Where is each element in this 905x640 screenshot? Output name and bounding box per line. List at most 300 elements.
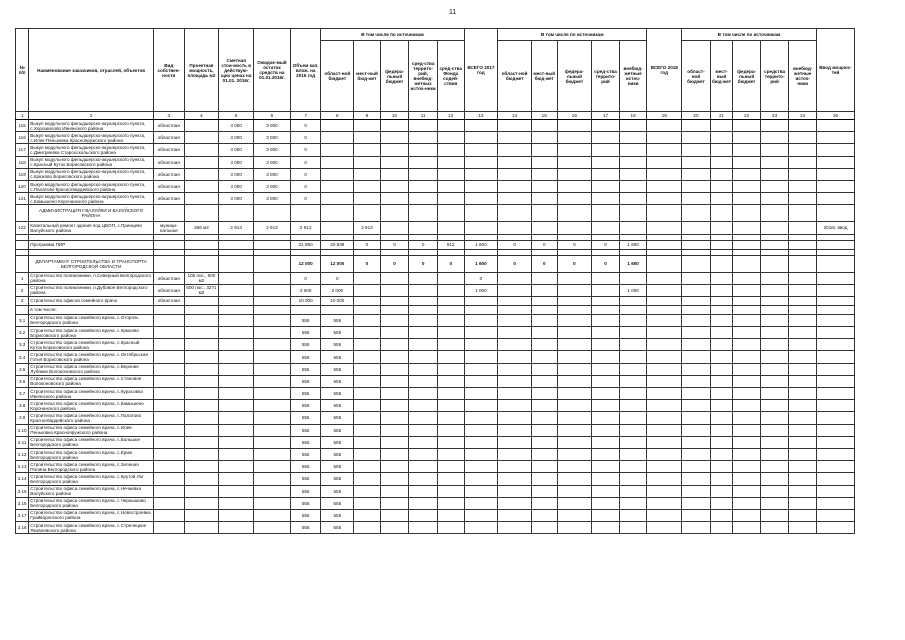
- table-cell: [733, 305, 761, 314]
- row-number: 3.14: [16, 473, 29, 485]
- table-cell: [817, 448, 855, 460]
- table-cell: [254, 412, 291, 424]
- table-cell: [184, 180, 219, 192]
- table-row: [16, 375, 855, 387]
- table-cell: [760, 436, 789, 448]
- table-cell: [789, 314, 817, 326]
- table-cell: [557, 509, 592, 521]
- row-number: 3.1: [16, 314, 29, 326]
- table-cell: [557, 522, 592, 534]
- table-cell: [789, 132, 817, 144]
- table-cell: 555: [290, 497, 321, 509]
- table-row: [16, 400, 855, 412]
- table-cell: [710, 120, 732, 132]
- table-cell: [682, 240, 711, 249]
- table-cell: областная: [153, 272, 184, 284]
- table-cell: [354, 375, 381, 387]
- table-cell: [437, 461, 464, 473]
- table-cell: [153, 485, 184, 497]
- table-cell: [153, 305, 184, 314]
- section-cell: [789, 255, 817, 272]
- object-name: Строительство поликлиники, п.Дубовое Белгородского района: [29, 284, 154, 296]
- table-cell: [592, 522, 620, 534]
- table-cell: [184, 497, 219, 509]
- table-row: [16, 296, 855, 305]
- table-cell: [710, 156, 732, 168]
- table-cell: [760, 222, 789, 234]
- table-cell: [733, 473, 761, 485]
- table-cell: [464, 327, 498, 339]
- sub-2018-offbudget: внебюд-жетные источ-ники: [789, 41, 817, 112]
- table-cell: 0: [321, 272, 354, 284]
- table-cell: 555: [290, 400, 321, 412]
- table-cell: [789, 180, 817, 192]
- table-row: [16, 351, 855, 363]
- row-number: 3.18: [16, 522, 29, 534]
- section-cell: [760, 255, 789, 272]
- table-cell: 3 000: [219, 193, 254, 205]
- table-cell: [592, 314, 620, 326]
- row-number: 3.4: [16, 351, 29, 363]
- table-cell: [437, 168, 464, 180]
- table-cell: [498, 400, 532, 412]
- object-name: Выкуп модульного фельдшерско-акушерского пункта, с.Крюково Борисовского района: [29, 168, 154, 180]
- table-cell: [254, 497, 291, 509]
- table-cell: [184, 305, 219, 314]
- object-name: Программа ПИР: [29, 240, 154, 249]
- table-cell: [254, 375, 291, 387]
- table-cell: [647, 120, 682, 132]
- table-cell: [531, 485, 557, 497]
- object-name: Строительство офисов семейного врача: [29, 296, 154, 305]
- table-cell: 0: [531, 240, 557, 249]
- table-cell: [592, 363, 620, 375]
- empty-cell: [498, 205, 532, 222]
- table-cell: [464, 424, 498, 436]
- table-cell: 1 600: [464, 240, 498, 249]
- table-cell: [592, 448, 620, 460]
- table-cell: [437, 222, 464, 234]
- object-name: Выкуп модульного фельдшерско-акушерского пункта, с.Красный Куток Борисовского района: [29, 156, 154, 168]
- table-cell: [789, 144, 817, 156]
- table-cell: [760, 351, 789, 363]
- table-cell: [733, 400, 761, 412]
- table-cell: [760, 180, 789, 192]
- table-cell: [153, 363, 184, 375]
- table-cell: [760, 314, 789, 326]
- table-cell: 555: [321, 436, 354, 448]
- table-cell: [184, 314, 219, 326]
- table-cell: [789, 412, 817, 424]
- table-cell: [321, 168, 354, 180]
- table-cell: [153, 375, 184, 387]
- table-cell: [498, 339, 532, 351]
- object-name: Выкуп модульного фельдшерско-акушерского пункта, с.Хорошилово Ивнянского района: [29, 120, 154, 132]
- col-total2017-header: ВСЕГО 2017 год: [464, 29, 498, 112]
- table-cell: [817, 375, 855, 387]
- table-cell: [153, 400, 184, 412]
- table-cell: [498, 522, 532, 534]
- table-cell: [254, 436, 291, 448]
- table-cell: [619, 509, 647, 521]
- table-cell: [789, 400, 817, 412]
- table-cell: [592, 296, 620, 305]
- column-number: 18: [619, 112, 647, 120]
- table-cell: [254, 473, 291, 485]
- col-ownership-header: Вид собствен-ности: [153, 29, 184, 112]
- table-cell: 555: [290, 388, 321, 400]
- object-name: Строительство офиса семейного врача, с.Камышено Корочанского района: [29, 400, 154, 412]
- table-cell: [153, 327, 184, 339]
- table-cell: [733, 180, 761, 192]
- column-number: 17: [592, 112, 620, 120]
- table-cell: [354, 509, 381, 521]
- table-cell: [592, 168, 620, 180]
- object-name: Строительство офиса семейного врача, с.Нечаевка Валуйского района: [29, 485, 154, 497]
- table-cell: [464, 193, 498, 205]
- table-cell: [760, 473, 789, 485]
- table-cell: [817, 120, 855, 132]
- object-name: Строительство офиса семейного врача, с.Верхние Лубянки Волоконовского района: [29, 363, 154, 375]
- table-cell: [184, 473, 219, 485]
- table-cell: [592, 436, 620, 448]
- table-cell: [557, 339, 592, 351]
- table-cell: [557, 314, 592, 326]
- table-cell: [619, 363, 647, 375]
- table-cell: [409, 222, 438, 234]
- table-cell: [817, 180, 855, 192]
- table-cell: 2 000: [321, 284, 354, 296]
- table-cell: [464, 497, 498, 509]
- table-cell: [380, 388, 409, 400]
- table-cell: [733, 222, 761, 234]
- section-cell: 12 000: [290, 255, 321, 272]
- table-cell: [592, 132, 620, 144]
- table-cell: [592, 284, 620, 296]
- table-cell: [733, 448, 761, 460]
- object-name: Строительство офиса семейного врача, с.Курасовка Ивнянского района: [29, 388, 154, 400]
- column-number: 7: [290, 112, 321, 120]
- table-cell: [557, 424, 592, 436]
- table-cell: [254, 509, 291, 521]
- table-cell: [380, 497, 409, 509]
- table-cell: [184, 168, 219, 180]
- table-cell: [498, 363, 532, 375]
- table-cell: [647, 436, 682, 448]
- table-cell: 2 913: [290, 222, 321, 234]
- table-cell: [619, 497, 647, 509]
- table-cell: [817, 314, 855, 326]
- col-num-header: № п/п: [16, 29, 29, 112]
- sub-2016-territory: сред-ства террито-рий, внебюд-жетных источ-ники: [409, 41, 438, 112]
- table-cell: [437, 363, 464, 375]
- table-cell: [437, 314, 464, 326]
- table-cell: [710, 473, 732, 485]
- table-cell: [153, 314, 184, 326]
- table-cell: [619, 296, 647, 305]
- table-cell: [219, 473, 254, 485]
- table-cell: 0: [464, 272, 498, 284]
- table-cell: [464, 296, 498, 305]
- table-cell: [682, 485, 711, 497]
- column-number: 1: [16, 112, 29, 120]
- table-cell: [647, 296, 682, 305]
- table-cell: [619, 222, 647, 234]
- table-cell: [409, 436, 438, 448]
- row-number: 115: [16, 120, 29, 132]
- table-row: [16, 120, 855, 132]
- table-cell: [710, 509, 732, 521]
- table-cell: [760, 156, 789, 168]
- table-cell: [254, 485, 291, 497]
- table-cell: [464, 509, 498, 521]
- table-cell: 555: [321, 375, 354, 387]
- object-name: Строительство офиса семейного врача, с.Илек-Пеньковка Краснояружского района: [29, 424, 154, 436]
- table-cell: [498, 351, 532, 363]
- row-number: 118: [16, 156, 29, 168]
- table-cell: [354, 296, 381, 305]
- table-cell: [409, 363, 438, 375]
- table-cell: [437, 497, 464, 509]
- table-cell: [647, 485, 682, 497]
- table-cell: 555: [321, 497, 354, 509]
- table-cell: [817, 240, 855, 249]
- table-cell: [380, 448, 409, 460]
- table-cell: [464, 522, 498, 534]
- table-cell: [733, 509, 761, 521]
- table-cell: [682, 400, 711, 412]
- table-cell: [733, 296, 761, 305]
- empty-cell: [557, 205, 592, 222]
- table-cell: [437, 272, 464, 284]
- table-cell: [464, 412, 498, 424]
- table-cell: [354, 388, 381, 400]
- row-number: 3.9: [16, 412, 29, 424]
- section-cell: [254, 255, 291, 272]
- table-cell: [760, 388, 789, 400]
- table-cell: [409, 448, 438, 460]
- table-cell: [498, 497, 532, 509]
- table-cell: [817, 436, 855, 448]
- table-cell: [619, 473, 647, 485]
- table-cell: [219, 375, 254, 387]
- table-cell: [647, 240, 682, 249]
- table-cell: [219, 240, 254, 249]
- table-cell: 555: [290, 485, 321, 497]
- table-cell: [464, 180, 498, 192]
- table-cell: [760, 497, 789, 509]
- table-cell: [619, 305, 647, 314]
- table-row: [16, 522, 855, 534]
- table-cell: [817, 144, 855, 156]
- table-cell: [354, 284, 381, 296]
- table-cell: 2 913: [354, 222, 381, 234]
- row-number: [16, 240, 29, 249]
- column-number: 5: [219, 112, 254, 120]
- table-cell: [557, 156, 592, 168]
- table-cell: [760, 522, 789, 534]
- section-cell: 12 000: [321, 255, 354, 272]
- table-cell: [380, 509, 409, 521]
- table-cell: [682, 144, 711, 156]
- table-cell: 555: [290, 314, 321, 326]
- table-cell: 0: [409, 240, 438, 249]
- table-cell: [760, 168, 789, 180]
- table-cell: [817, 509, 855, 521]
- table-cell: [682, 436, 711, 448]
- col-name-header: Наименование заказчиков, отраслей, объектов: [29, 29, 154, 112]
- table-cell: областная: [153, 284, 184, 296]
- column-number-row: [16, 112, 855, 120]
- table-cell: 0: [290, 180, 321, 192]
- table-cell: [619, 436, 647, 448]
- table-cell: [184, 120, 219, 132]
- table-cell: [153, 424, 184, 436]
- table-cell: [619, 272, 647, 284]
- table-cell: 555: [290, 327, 321, 339]
- table-cell: 0: [557, 240, 592, 249]
- table-cell: [409, 412, 438, 424]
- table-row: [16, 461, 855, 473]
- table-cell: [464, 461, 498, 473]
- table-cell: [760, 120, 789, 132]
- column-number: 14: [498, 112, 532, 120]
- table-cell: [789, 168, 817, 180]
- table-cell: 555: [290, 351, 321, 363]
- table-cell: [254, 351, 291, 363]
- table-cell: областная: [153, 296, 184, 305]
- table-cell: [619, 144, 647, 156]
- table-cell: [760, 485, 789, 497]
- table-cell: [789, 473, 817, 485]
- table-cell: [464, 351, 498, 363]
- table-cell: [710, 296, 732, 305]
- table-cell: [817, 424, 855, 436]
- table-cell: [817, 485, 855, 497]
- table-cell: [557, 351, 592, 363]
- table-cell: [710, 448, 732, 460]
- table-cell: [647, 509, 682, 521]
- table-cell: [647, 284, 682, 296]
- table-cell: [184, 363, 219, 375]
- table-cell: [789, 327, 817, 339]
- column-number: 9: [354, 112, 381, 120]
- table-cell: [682, 284, 711, 296]
- table-cell: [682, 272, 711, 284]
- table-cell: [409, 424, 438, 436]
- table-cell: [733, 144, 761, 156]
- table-cell: [498, 485, 532, 497]
- table-cell: [437, 412, 464, 424]
- table-cell: [789, 375, 817, 387]
- column-number: 25: [817, 112, 855, 120]
- column-number: 22: [733, 112, 761, 120]
- table-cell: [498, 412, 532, 424]
- table-cell: [592, 327, 620, 339]
- table-cell: [354, 448, 381, 460]
- table-row: [16, 436, 855, 448]
- table-cell: 555: [321, 424, 354, 436]
- table-cell: [531, 400, 557, 412]
- table-cell: [557, 193, 592, 205]
- table-cell: [557, 305, 592, 314]
- table-cell: [409, 509, 438, 521]
- empty-cell: [531, 205, 557, 222]
- sub-2017-federal: федера-льный бюджет: [557, 41, 592, 112]
- table-cell: [254, 363, 291, 375]
- table-cell: [682, 509, 711, 521]
- table-cell: [817, 156, 855, 168]
- table-cell: 0: [498, 240, 532, 249]
- section-cell: 1 600: [464, 255, 498, 272]
- table-cell: [817, 272, 855, 284]
- table-cell: [817, 284, 855, 296]
- table-cell: [531, 193, 557, 205]
- table-row: [16, 485, 855, 497]
- table-cell: [464, 305, 498, 314]
- table-cell: [682, 296, 711, 305]
- table-cell: [710, 272, 732, 284]
- table-cell: [760, 193, 789, 205]
- table-cell: [647, 522, 682, 534]
- table-cell: [153, 448, 184, 460]
- object-name: Выкуп модульного фельдшерско-акушерского пункта, с.Палатово Красногвардейского района: [29, 180, 154, 192]
- table-cell: [647, 339, 682, 351]
- table-cell: [464, 485, 498, 497]
- table-cell: [498, 388, 532, 400]
- table-cell: [437, 296, 464, 305]
- table-cell: [682, 168, 711, 180]
- table-cell: [380, 120, 409, 132]
- row-number: 3.5: [16, 363, 29, 375]
- table-cell: [760, 461, 789, 473]
- table-cell: [380, 412, 409, 424]
- table-cell: [437, 327, 464, 339]
- table-cell: [380, 180, 409, 192]
- table-cell: [557, 375, 592, 387]
- table-cell: [437, 388, 464, 400]
- table-cell: [437, 144, 464, 156]
- table-cell: [817, 400, 855, 412]
- section-cell: [16, 255, 29, 272]
- row-number: 3.17: [16, 509, 29, 521]
- table-cell: [437, 180, 464, 192]
- subtotal-row: [16, 240, 855, 249]
- table-cell: [437, 509, 464, 521]
- table-cell: [153, 339, 184, 351]
- table-cell: [789, 339, 817, 351]
- table-cell: 0: [290, 168, 321, 180]
- table-cell: 3 000: [219, 180, 254, 192]
- table-cell: 266 м2: [184, 222, 219, 234]
- row-number: 3: [16, 296, 29, 305]
- table-cell: [254, 522, 291, 534]
- empty-cell: [682, 205, 711, 222]
- table-cell: [647, 193, 682, 205]
- table-cell: [682, 314, 711, 326]
- object-name: Строительство офиса семейного врача, с.Становое Волоконовского района: [29, 375, 154, 387]
- table-cell: [710, 339, 732, 351]
- table-cell: [354, 120, 381, 132]
- table-cell: 0: [380, 240, 409, 249]
- table-cell: [498, 156, 532, 168]
- table-cell: 555: [290, 424, 321, 436]
- table-cell: [464, 375, 498, 387]
- table-cell: [153, 388, 184, 400]
- empty-cell: [437, 205, 464, 222]
- table-cell: [647, 388, 682, 400]
- table-cell: [184, 240, 219, 249]
